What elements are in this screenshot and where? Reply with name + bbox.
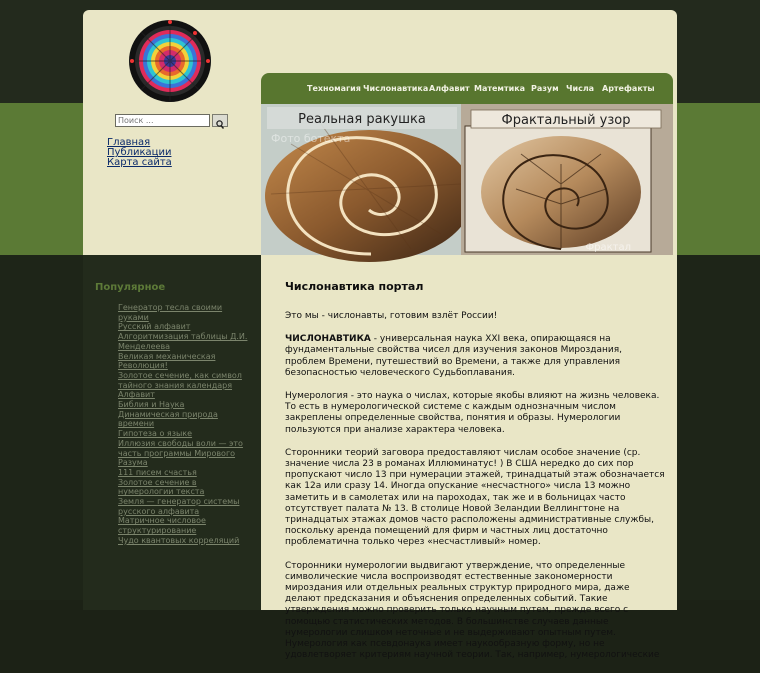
site-logo[interactable] bbox=[128, 19, 212, 103]
list-item[interactable]: Земля — генератор системы русского алфавита bbox=[118, 497, 240, 516]
list-item[interactable]: Алгоритмизация таблицы Д.И. Менделеева bbox=[118, 332, 248, 351]
definition-term: ЧИСЛОНАВТИКА bbox=[285, 334, 371, 345]
tab-razum[interactable]: Разум bbox=[531, 84, 559, 93]
nav-link-home[interactable]: Главная bbox=[107, 137, 151, 148]
list-item[interactable]: Чудо квантовых корреляций bbox=[118, 535, 240, 545]
left-nav bbox=[107, 138, 172, 168]
supporters-paragraph: Сторонники нумерологии выдвигают утверждение, что определенные символические числа воспроизводят естественные закономерности мироздания или отдельных реальных структур природного мира, даже делают предсказания и объяснения определенных событий. Такие утверждения можно проверить только научным путем, прежде всего с помощью статистических методов. В большинстве случаев данные нумерологии слишком неточные и не выдерживают опытным путем. Нумерология как псевдонаука имеет наукообразную форму, но не удовлетворяет критериям научной теории. Так, например, нумерологические bbox=[285, 560, 660, 661]
intro-paragraph: Это мы - числонавты, готовим взлёт России! bbox=[285, 311, 498, 321]
list-item[interactable]: Гипотеза о языке bbox=[118, 429, 193, 439]
list-item[interactable]: Алфавит bbox=[118, 390, 155, 400]
search-button[interactable] bbox=[212, 114, 228, 127]
list-item[interactable]: Великая механическая Революция! bbox=[118, 351, 216, 371]
tab-chislonavtika[interactable]: Числонавтика bbox=[363, 84, 429, 93]
page-title: Числонавтика портал bbox=[285, 280, 424, 293]
list-item[interactable]: Библия и Наука bbox=[118, 400, 185, 410]
list-item[interactable]: Иллюзия свободы воли — это часть программы Мирового Разума bbox=[118, 438, 243, 468]
list-item[interactable]: Русский алфавит bbox=[118, 322, 191, 332]
sidebar-title: Популярное bbox=[95, 282, 166, 293]
tab-alfavit[interactable]: Алфавит bbox=[429, 84, 470, 93]
banner-left-title: Реальная ракушка bbox=[298, 112, 426, 127]
banner-right-title: Фрактальный узор bbox=[501, 113, 631, 128]
list-item[interactable]: Золотое сечение, как символ тайного знания календаря bbox=[118, 370, 242, 390]
nav-link-publications[interactable]: Публикации bbox=[107, 147, 172, 158]
list-item[interactable]: Генератор тесла своими руками bbox=[118, 303, 223, 322]
definition-paragraph bbox=[285, 334, 665, 379]
banner-right-watermark: Фрактал bbox=[585, 242, 631, 253]
nav-link-sitemap[interactable]: Карта сайта bbox=[107, 157, 172, 168]
tab-chisla[interactable]: Числа bbox=[566, 84, 595, 93]
tab-tekhnomagiya[interactable]: Техномагия bbox=[307, 84, 361, 93]
main-content bbox=[285, 280, 665, 673]
popular-list bbox=[118, 303, 248, 546]
list-item[interactable]: Золотое сечение в нумерологии текста bbox=[118, 477, 205, 497]
numerology-paragraph: Нумерология - это наука о числах, которые якобы влияют на жизнь человека. То есть в нумерологической системе с каждым однозначным числом закреплены определенные свойства, понятия и образы. Нумерологии пользуются при анализе характера человека. bbox=[285, 391, 660, 435]
page-container bbox=[83, 10, 677, 661]
conspiracy-paragraph: Сторонники теорий заговора предоставляют числам особое значение (ср. значение числа 23 в романах Иллюминатус! ) В США нередко до сих пор пропускают число 13 при нумерации этажей, тринадцатый этаж обозначается как 12a или сразу 14. Иногда опускание «несчастного» числа 13 можно заметить и в самолетах или на пароходах, так же и в больницах часто отсутствует палата № 13. В столице Новой Зеландии Веллингтоне на тринадцатых этажах домов часто расположены административные службы, поскольку аренда помещений для фирм и частных лиц достаточно проблематична только через «несчастливый» номер. bbox=[285, 447, 665, 548]
definition-text: - универсальная наука XXI века, опирающаяся на фундаментальные свойства чисел для изучения законов Мироздания, проблем Времени, путешествий во Времени, а также для управления безопасностью человеческого Судьбоплавания. bbox=[285, 334, 623, 378]
list-item[interactable]: 111 писем счастья bbox=[118, 467, 197, 477]
search-input[interactable] bbox=[115, 114, 210, 127]
header-banner bbox=[261, 104, 673, 255]
banner-left-watermark: Фото ботекта bbox=[271, 132, 351, 145]
tab-matematika[interactable]: Матемтика bbox=[474, 84, 526, 93]
list-item[interactable]: Динамическая природа времени bbox=[118, 409, 218, 429]
search-box bbox=[115, 114, 230, 128]
list-item[interactable]: Матричное числовое структурирование bbox=[118, 516, 206, 536]
tab-artefakty[interactable]: Артефакты bbox=[602, 84, 655, 93]
top-nav bbox=[261, 73, 673, 104]
search-icon bbox=[213, 119, 227, 130]
